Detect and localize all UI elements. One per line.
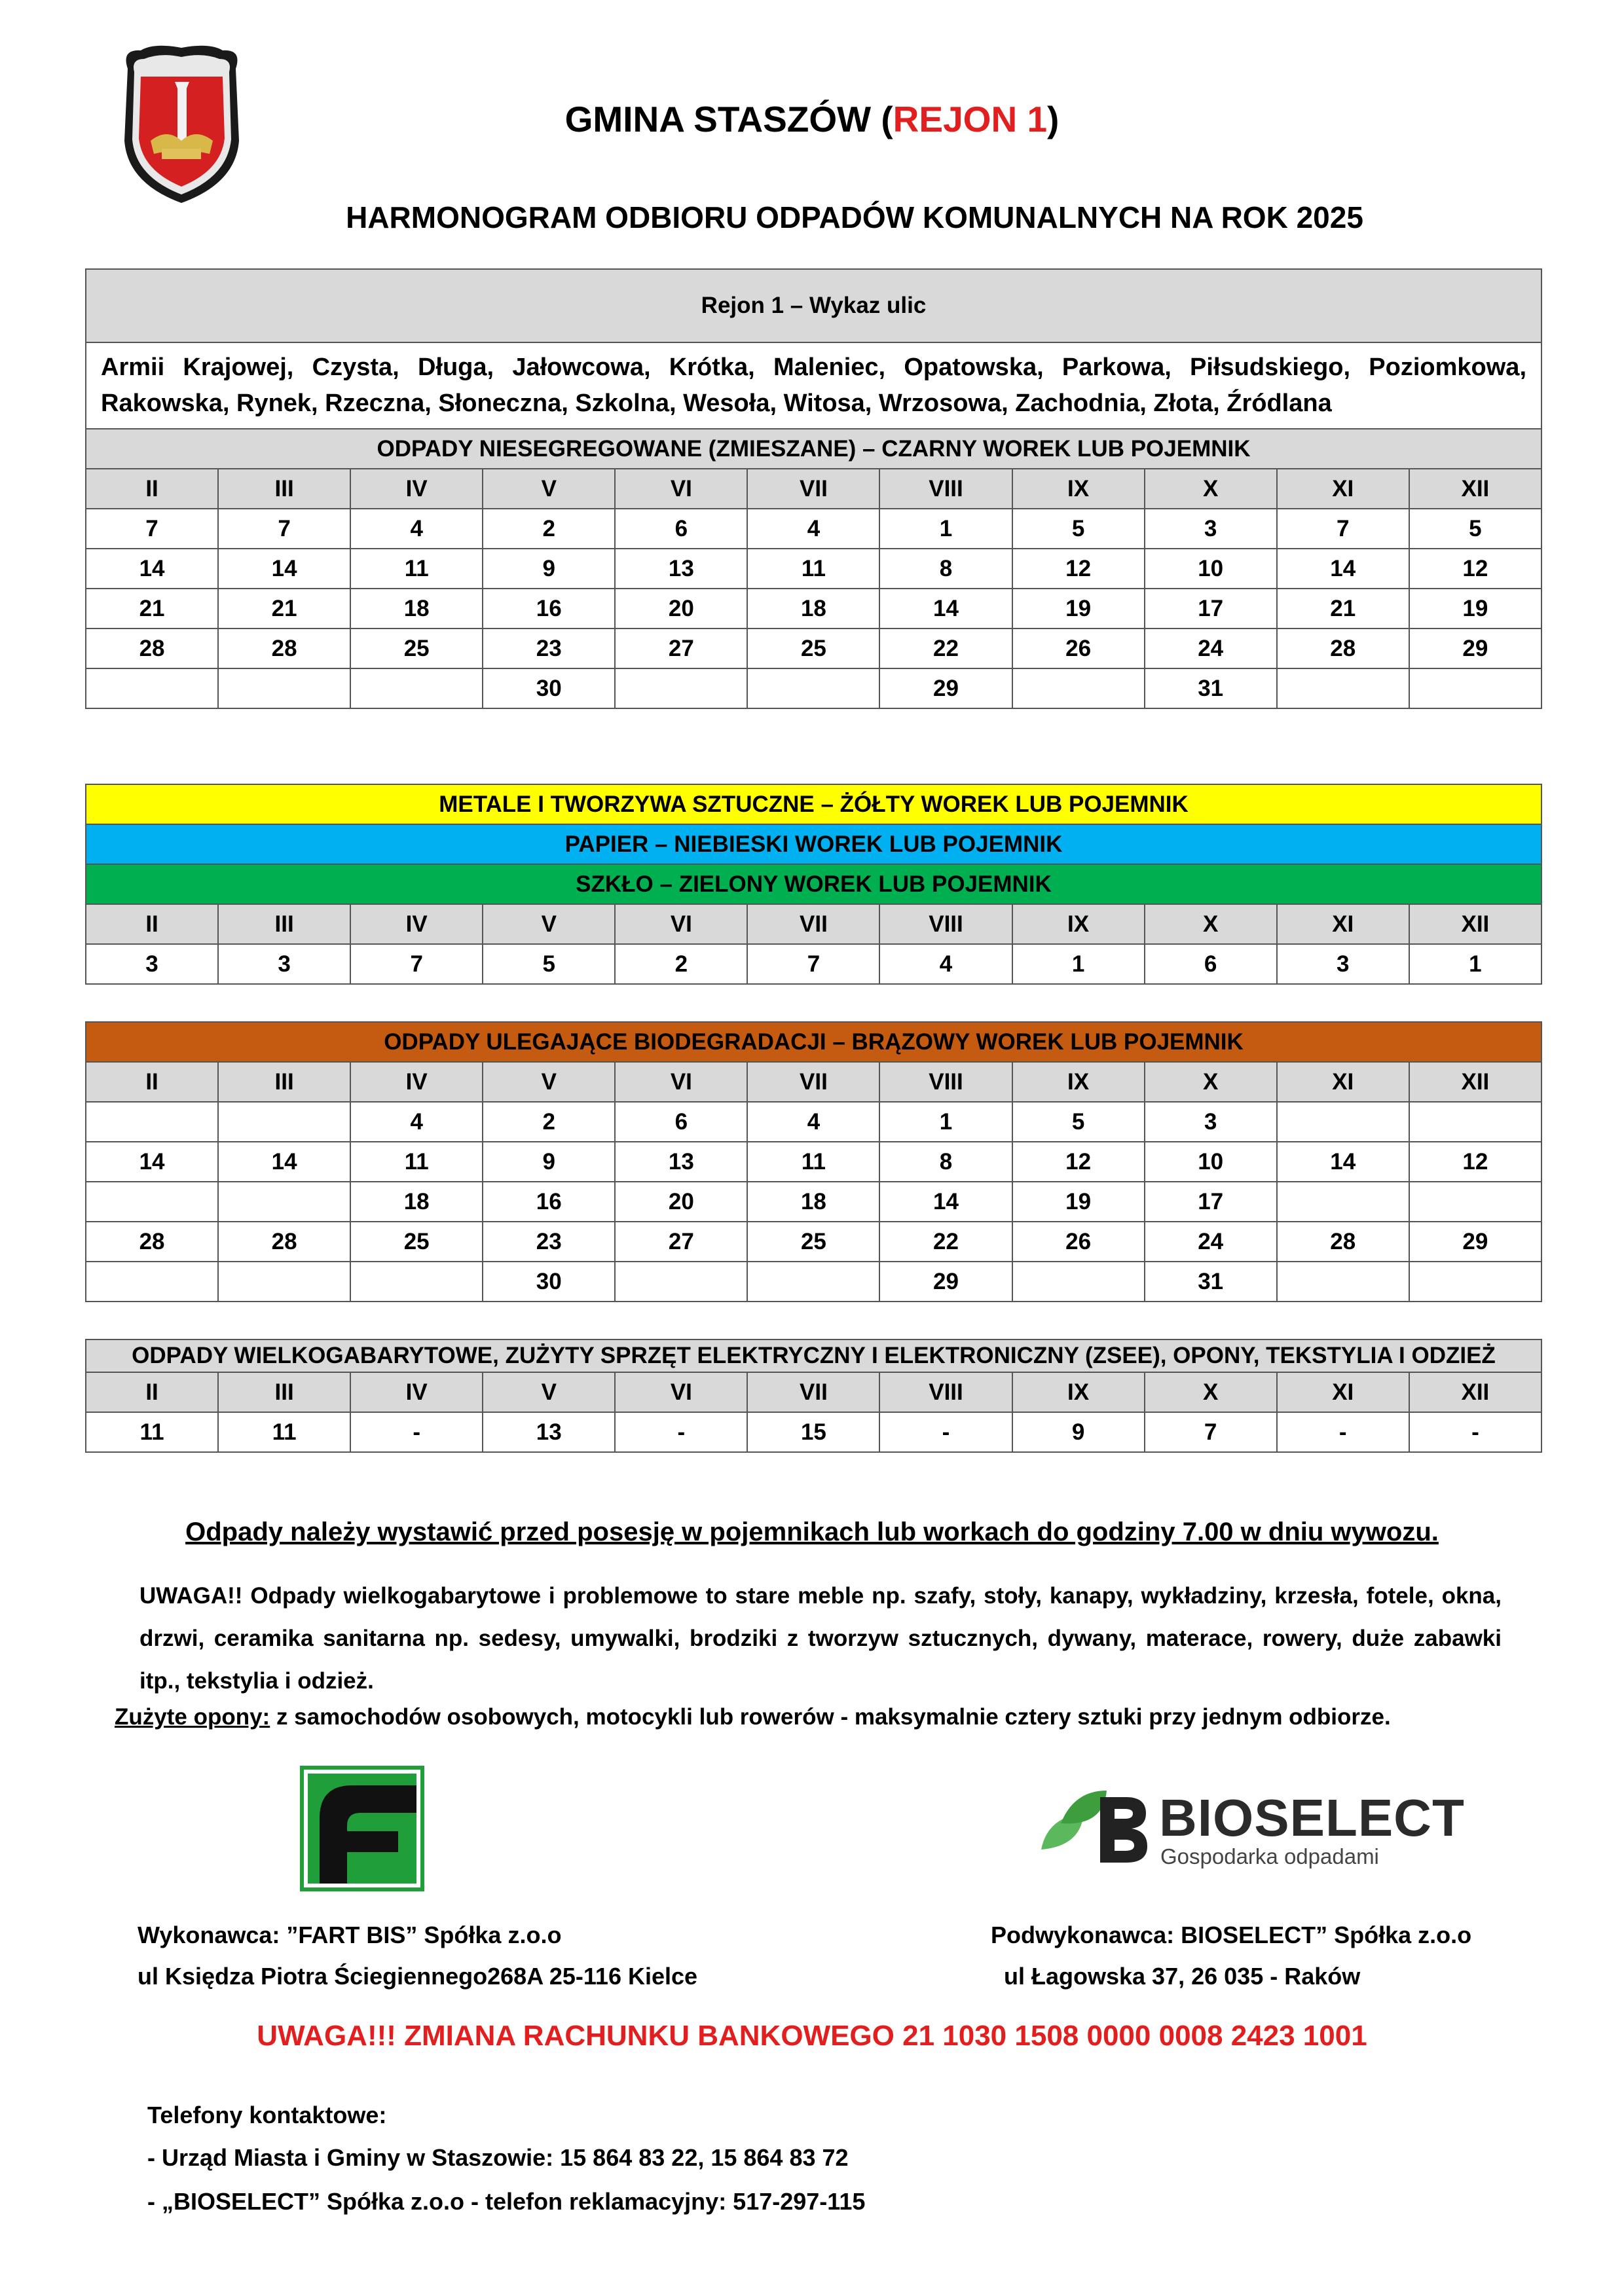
glass-heading: SZKŁO – ZIELONY WOREK LUB POJEMNIK <box>86 864 1541 904</box>
pickup-day-cell: 4 <box>747 509 879 549</box>
tires-text: z samochodów osobowych, motocykli lub rowerów - maksymalnie cztery sztuki przy jednym odbiorze. <box>270 1704 1391 1730</box>
pickup-day-cell: 17 <box>1145 1182 1277 1222</box>
pickup-day-cell: 19 <box>1012 589 1145 629</box>
pickup-day-cell: 19 <box>1409 589 1541 629</box>
pickup-day-cell <box>1277 1262 1409 1302</box>
pickup-day-cell: 19 <box>1012 1182 1145 1222</box>
month-header: V <box>483 904 615 944</box>
pickup-day-cell: 5 <box>483 944 615 984</box>
pickup-day-cell: 8 <box>879 1142 1012 1182</box>
pickup-day-cell <box>1012 668 1145 708</box>
pickup-day-cell: 7 <box>350 944 483 984</box>
pickup-day-cell: 25 <box>747 629 879 668</box>
title-region: REJON 1 <box>893 99 1048 139</box>
pickup-day-cell <box>1277 1102 1409 1142</box>
pickup-day-cell <box>86 668 218 708</box>
month-header: VIII <box>879 1062 1012 1102</box>
month-header: XII <box>1409 1372 1541 1412</box>
month-header: VII <box>747 469 879 509</box>
pickup-day-cell: 27 <box>615 629 747 668</box>
contractor-name: Wykonawca: ”FART BIS” Spółka z.o.o <box>138 1922 562 1948</box>
bulky-waste-heading: ODPADY WIELKOGABARYTOWE, ZUŻYTY SPRZĘT ELEKTRYCZNY I ELEKTRONICZNY (ZSEE), OPONY, TEKSTYLIA I ODZIEŻ <box>86 1339 1541 1372</box>
pickup-day-cell: 14 <box>86 549 218 589</box>
pickup-day-cell <box>218 1262 350 1302</box>
table-row <box>86 589 1541 629</box>
pickup-day-cell: 22 <box>879 629 1012 668</box>
table-row <box>86 1182 1541 1222</box>
pickup-day-cell <box>1409 1182 1541 1222</box>
subcontractor-name: Podwykonawca: BIOSELECT” Spółka z.o.o <box>991 1922 1472 1948</box>
phones-heading: Telefony kontaktowe: <box>147 2102 387 2128</box>
table-row <box>86 1102 1541 1142</box>
pickup-day-cell: 25 <box>350 1222 483 1262</box>
pickup-day-cell: 13 <box>615 549 747 589</box>
pickup-day-cell: 12 <box>1409 1142 1541 1182</box>
month-header: III <box>218 1062 350 1102</box>
streets-list: Armii Krajowej, Czysta, Długa, Jałowcowa, Krótka, Maleniec, Opatowska, Parkowa, Piłsudskiego, Poziomkowa, Rakowska, Rynek, Rzeczna, Słoneczna, Szkolna, Wesoła, Witosa, Wrzosowa, Zachodnia, Złota, Źródlana <box>86 342 1541 429</box>
month-header: X <box>1145 469 1277 509</box>
pickup-day-cell: 4 <box>747 1102 879 1142</box>
pickup-day-cell: 14 <box>218 1142 350 1182</box>
pickup-day-cell: 18 <box>350 1182 483 1222</box>
pickup-day-cell <box>86 1182 218 1222</box>
table-row <box>86 944 1541 984</box>
pickup-day-cell: 7 <box>86 509 218 549</box>
pickup-day-cell: 12 <box>1012 549 1145 589</box>
paper-heading: PAPIER – NIEBIESKI WOREK LUB POJEMNIK <box>86 824 1541 864</box>
month-header: VIII <box>879 1372 1012 1412</box>
pickup-day-cell <box>218 1102 350 1142</box>
pickup-day-cell: 5 <box>1012 509 1145 549</box>
pickup-day-cell: 9 <box>1012 1412 1145 1452</box>
bulky-warning: UWAGA!! Odpady wielkogabarytowe i problemowe to stare meble np. szafy, stoły, kanapy, wykładziny, krzesła, fotele, okna, drzwi, ceramika sanitarna np. sedesy, umywalki, brodziki z tworzyw sztucznych, dywany, materace, rowery, duże zabawki itp., tekstylia i odzież. <box>139 1583 1502 1694</box>
month-header-row <box>86 904 1541 944</box>
pickup-day-cell: 21 <box>218 589 350 629</box>
month-header: IX <box>1012 1062 1145 1102</box>
tires-label: Zużyte opony: <box>115 1704 270 1730</box>
month-header: IX <box>1012 469 1145 509</box>
month-header: III <box>218 469 350 509</box>
pickup-day-cell: 26 <box>1012 1222 1145 1262</box>
month-header: XII <box>1409 1062 1541 1102</box>
month-header: V <box>483 469 615 509</box>
month-header: V <box>483 1062 615 1102</box>
pickup-day-cell: 25 <box>747 1222 879 1262</box>
pickup-day-cell: 31 <box>1145 668 1277 708</box>
pickup-day-cell: 9 <box>483 1142 615 1182</box>
pickup-day-cell: 13 <box>615 1142 747 1182</box>
month-header: III <box>218 1372 350 1412</box>
pickup-day-cell <box>350 668 483 708</box>
pickup-day-cell: 1 <box>879 509 1012 549</box>
pickup-day-cell: 4 <box>879 944 1012 984</box>
pickup-day-cell <box>747 668 879 708</box>
month-header: VII <box>747 904 879 944</box>
month-header: VI <box>615 469 747 509</box>
pickup-day-cell: 16 <box>483 589 615 629</box>
month-header: XI <box>1277 1062 1409 1102</box>
pickup-day-cell: 14 <box>1277 549 1409 589</box>
page-subtitle: HARMONOGRAM ODBIORU ODPADÓW KOMUNALNYCH NA ROK 2025 <box>346 200 1363 234</box>
month-header: II <box>86 1372 218 1412</box>
pickup-day-cell: 5 <box>1409 509 1541 549</box>
pickup-day-cell: 22 <box>879 1222 1012 1262</box>
bio-waste-heading: ODPADY ULEGAJĄCE BIODEGRADACJI – BRĄZOWY WOREK LUB POJEMNIK <box>86 1022 1541 1062</box>
pickup-day-cell: 11 <box>218 1412 350 1452</box>
bioselect-logo <box>1035 1777 1465 1876</box>
bioselect-name: BIOSELECT <box>1159 1789 1465 1847</box>
recycling-table <box>85 784 1542 985</box>
pickup-day-cell <box>747 1262 879 1302</box>
pickup-day-cell: 2 <box>615 944 747 984</box>
pickup-day-cell <box>1409 668 1541 708</box>
subcontractor-address: ul Łagowska 37, 26 035 - Raków <box>1004 1963 1361 1990</box>
pickup-day-cell: 10 <box>1145 549 1277 589</box>
pickup-day-cell: 29 <box>879 668 1012 708</box>
pickup-day-cell: 7 <box>1277 509 1409 549</box>
pickup-day-cell: - <box>879 1412 1012 1452</box>
month-header: VI <box>615 904 747 944</box>
month-header: II <box>86 469 218 509</box>
month-header: II <box>86 1062 218 1102</box>
pickup-day-cell: 14 <box>1277 1142 1409 1182</box>
put-out-note: Odpady należy wystawić przed posesję w pojemnikach lub workach do godziny 7.00 w dniu wywozu. <box>185 1518 1439 1546</box>
pickup-day-cell: 6 <box>1145 944 1277 984</box>
table-row <box>86 1412 1541 1452</box>
month-header: VI <box>615 1372 747 1412</box>
streets-heading: Rejon 1 – Wykaz ulic <box>86 269 1541 342</box>
pickup-day-cell: 3 <box>86 944 218 984</box>
pickup-day-cell: 4 <box>350 509 483 549</box>
pickup-day-cell: 28 <box>218 1222 350 1262</box>
pickup-day-cell: 2 <box>483 1102 615 1142</box>
pickup-day-cell: 18 <box>350 589 483 629</box>
pickup-day-cell: 11 <box>86 1412 218 1452</box>
pickup-day-cell: 26 <box>1012 629 1145 668</box>
pickup-day-cell: 7 <box>1145 1412 1277 1452</box>
pickup-day-cell: - <box>350 1412 483 1452</box>
table-row <box>86 1222 1541 1262</box>
mixed-waste-table <box>85 268 1542 709</box>
pickup-day-cell: 2 <box>483 509 615 549</box>
pickup-day-cell <box>350 1262 483 1302</box>
month-header: IV <box>350 1062 483 1102</box>
pickup-day-cell: 12 <box>1409 549 1541 589</box>
pickup-day-cell: 30 <box>483 1262 615 1302</box>
month-header: II <box>86 904 218 944</box>
month-header: XII <box>1409 469 1541 509</box>
pickup-day-cell: 3 <box>218 944 350 984</box>
month-header: IV <box>350 469 483 509</box>
pickup-day-cell: - <box>1277 1412 1409 1452</box>
pickup-day-cell: 1 <box>879 1102 1012 1142</box>
bioselect-tagline: Gospodarka odpadami <box>1160 1844 1379 1868</box>
phone-complaints: - „BIOSELECT” Spółka z.o.o - telefon reklamacyjny: 517-297-115 <box>147 2188 866 2215</box>
bulky-waste-table <box>85 1339 1542 1453</box>
pickup-day-cell: 24 <box>1145 1222 1277 1262</box>
month-header-row <box>86 469 1541 509</box>
pickup-day-cell: 11 <box>747 1142 879 1182</box>
pickup-day-cell: 28 <box>1277 629 1409 668</box>
pickup-day-cell: 6 <box>615 509 747 549</box>
pickup-day-cell: 11 <box>350 549 483 589</box>
month-header: IV <box>350 1372 483 1412</box>
pickup-day-cell: - <box>615 1412 747 1452</box>
bioselect-leaf-icon <box>1035 1777 1153 1876</box>
pickup-day-cell: 23 <box>483 1222 615 1262</box>
mixed-waste-heading: ODPADY NIESEGREGOWANE (ZMIESZANE) – CZARNY WOREK LUB POJEMNIK <box>86 429 1541 469</box>
pickup-day-cell: 28 <box>218 629 350 668</box>
pickup-day-cell <box>1012 1262 1145 1302</box>
contractor-address: ul Księdza Piotra Ściegiennego268A 25-116 Kielce <box>138 1963 698 1990</box>
pickup-day-cell <box>1409 1262 1541 1302</box>
pickup-day-cell <box>1409 1102 1541 1142</box>
pickup-day-cell: 28 <box>86 1222 218 1262</box>
month-header: XII <box>1409 904 1541 944</box>
table-row <box>86 1142 1541 1182</box>
month-header: V <box>483 1372 615 1412</box>
table-row <box>86 668 1541 708</box>
pickup-day-cell: 9 <box>483 549 615 589</box>
pickup-day-cell <box>615 1262 747 1302</box>
pickup-day-cell: 29 <box>879 1262 1012 1302</box>
month-header: IX <box>1012 1372 1145 1412</box>
tires-note <box>115 1704 1391 1730</box>
pickup-day-cell: 21 <box>1277 589 1409 629</box>
month-header: VIII <box>879 469 1012 509</box>
pickup-day-cell <box>615 668 747 708</box>
bank-account-notice: UWAGA!!! ZMIANA RACHUNKU BANKOWEGO 21 1030 1508 0000 0008 2423 1001 <box>257 2020 1367 2052</box>
pickup-day-cell: 1 <box>1409 944 1541 984</box>
pickup-day-cell: 17 <box>1145 589 1277 629</box>
pickup-day-cell: 18 <box>747 589 879 629</box>
month-header: IV <box>350 904 483 944</box>
pickup-day-cell: 31 <box>1145 1262 1277 1302</box>
phone-office: - Urząd Miasta i Gminy w Staszowie: 15 864 83 22, 15 864 83 72 <box>147 2144 849 2171</box>
month-header: XI <box>1277 469 1409 509</box>
pickup-day-cell: 4 <box>350 1102 483 1142</box>
month-header: XI <box>1277 1372 1409 1412</box>
pickup-day-cell: 11 <box>350 1142 483 1182</box>
table-row <box>86 1262 1541 1302</box>
month-header: VII <box>747 1062 879 1102</box>
table-row <box>86 549 1541 589</box>
pickup-day-cell <box>218 1182 350 1222</box>
month-header: VII <box>747 1372 879 1412</box>
pickup-day-cell: 6 <box>615 1102 747 1142</box>
pickup-day-cell: 18 <box>747 1182 879 1222</box>
pickup-day-cell: 3 <box>1145 1102 1277 1142</box>
month-header: IX <box>1012 904 1145 944</box>
pickup-day-cell: 27 <box>615 1222 747 1262</box>
pickup-day-cell: 10 <box>1145 1142 1277 1182</box>
pickup-day-cell: 14 <box>86 1142 218 1182</box>
pickup-day-cell: 3 <box>1145 509 1277 549</box>
month-header-row <box>86 1372 1541 1412</box>
metal-plastic-heading: METALE I TWORZYWA SZTUCZNE – ŻÓŁTY WOREK LUB POJEMNIK <box>86 784 1541 824</box>
pickup-day-cell: 13 <box>483 1412 615 1452</box>
page-title: GMINA STASZÓW (REJON 1) <box>564 99 1060 139</box>
table-row <box>86 629 1541 668</box>
pickup-day-cell: 15 <box>747 1412 879 1452</box>
pickup-day-cell: 20 <box>615 1182 747 1222</box>
bio-waste-table <box>85 1021 1542 1302</box>
pickup-day-cell: 7 <box>747 944 879 984</box>
pickup-day-cell <box>86 1262 218 1302</box>
pickup-day-cell: 12 <box>1012 1142 1145 1182</box>
pickup-day-cell: 14 <box>218 549 350 589</box>
fart-bis-logo <box>300 1766 424 1891</box>
month-header: VI <box>615 1062 747 1102</box>
pickup-day-cell <box>1277 1182 1409 1222</box>
pickup-day-cell: 23 <box>483 629 615 668</box>
month-header: X <box>1145 1372 1277 1412</box>
pickup-day-cell: 14 <box>879 1182 1012 1222</box>
pickup-day-cell: 3 <box>1277 944 1409 984</box>
pickup-day-cell: 29 <box>1409 1222 1541 1262</box>
pickup-day-cell: 20 <box>615 589 747 629</box>
pickup-day-cell <box>86 1102 218 1142</box>
pickup-day-cell: 1 <box>1012 944 1145 984</box>
pickup-day-cell: 21 <box>86 589 218 629</box>
month-header: X <box>1145 1062 1277 1102</box>
pickup-day-cell: 7 <box>218 509 350 549</box>
pickup-day-cell: 11 <box>747 549 879 589</box>
pickup-day-cell: 28 <box>1277 1222 1409 1262</box>
pickup-day-cell <box>218 668 350 708</box>
pickup-day-cell <box>1277 668 1409 708</box>
pickup-day-cell: 25 <box>350 629 483 668</box>
pickup-day-cell: 14 <box>879 589 1012 629</box>
month-header: X <box>1145 904 1277 944</box>
pickup-day-cell: 30 <box>483 668 615 708</box>
pickup-day-cell: 16 <box>483 1182 615 1222</box>
pickup-day-cell: 5 <box>1012 1102 1145 1142</box>
pickup-day-cell: 28 <box>86 629 218 668</box>
pickup-day-cell: 8 <box>879 549 1012 589</box>
month-header-row <box>86 1062 1541 1102</box>
month-header: VIII <box>879 904 1012 944</box>
table-row <box>86 509 1541 549</box>
month-header: III <box>218 904 350 944</box>
pickup-day-cell: 24 <box>1145 629 1277 668</box>
pickup-day-cell: 29 <box>1409 629 1541 668</box>
month-header: XI <box>1277 904 1409 944</box>
pickup-day-cell: - <box>1409 1412 1541 1452</box>
